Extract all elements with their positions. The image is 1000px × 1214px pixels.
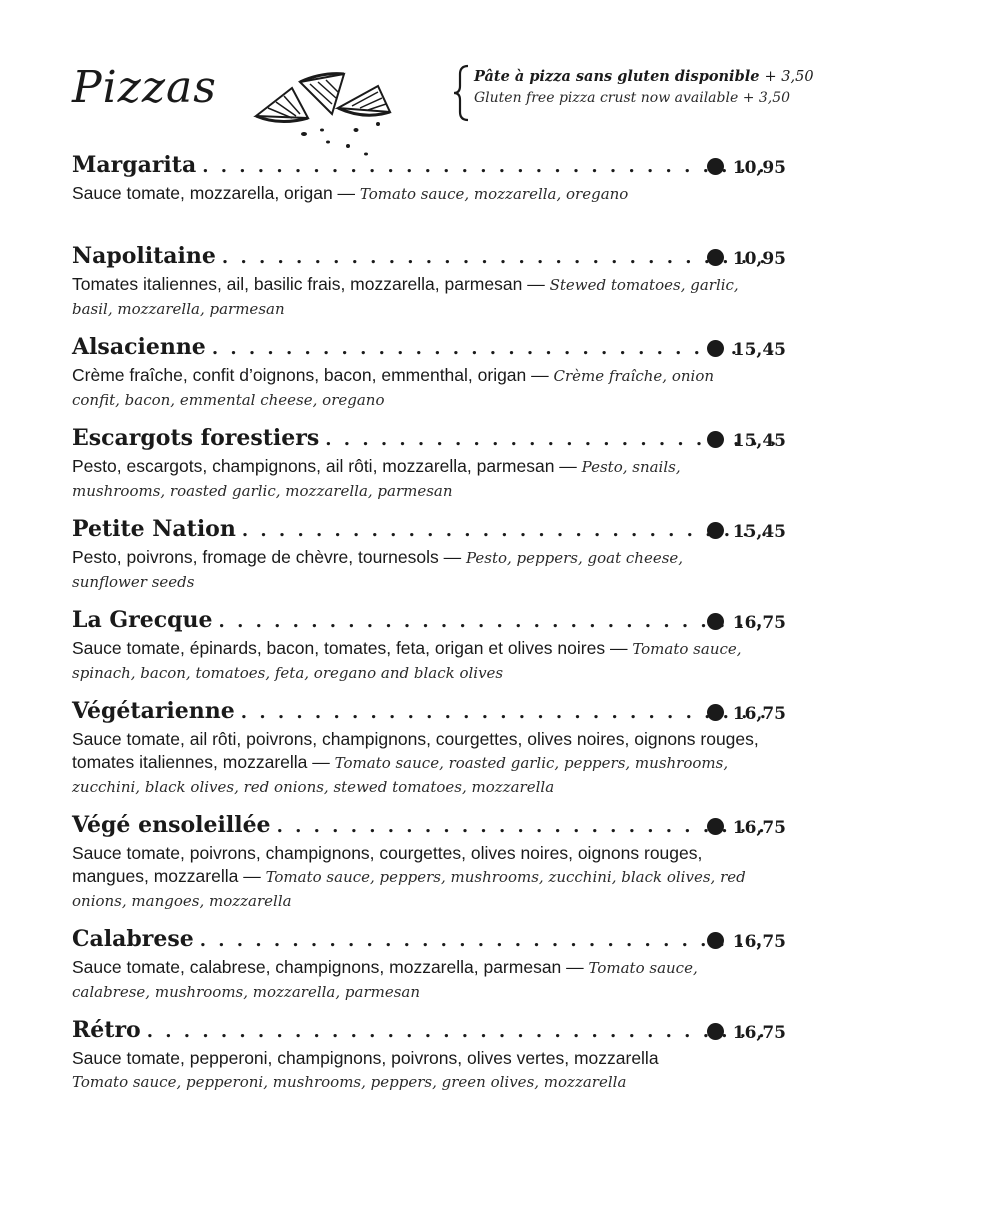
description-en: Tomato sauce, roasted garlic, peppers, mushrooms, zucchini, black olives, red onions, stewed tomatoes, mozzarella bbox=[72, 754, 729, 796]
bullet-icon bbox=[707, 158, 724, 175]
description-fr: Pesto, poivrons, fromage de chèvre, tournesols — bbox=[72, 547, 466, 567]
item-name: Calabrese bbox=[72, 926, 194, 952]
item-price: 15,45 bbox=[732, 340, 786, 360]
description-fr: Crème fraîche, confit d’oignons, bacon, emmenthal, origan — bbox=[72, 365, 554, 385]
description-en: Tomato sauce, calabrese, mushrooms, mozzarella, parmesan bbox=[72, 959, 698, 1001]
description-en: Tomato sauce, mozzarella, oregano bbox=[359, 185, 629, 203]
pizza-slices-illustration bbox=[252, 68, 397, 163]
menu-item bbox=[72, 926, 792, 1017]
item-description bbox=[72, 182, 762, 206]
menu-item bbox=[72, 334, 792, 425]
description-en: Pesto, peppers, goat cheese, sunflower seeds bbox=[72, 549, 684, 591]
item-description bbox=[72, 455, 762, 503]
item-name: Escargots forestiers bbox=[72, 425, 320, 451]
dot-leader bbox=[242, 520, 776, 541]
item-name: Végétarienne bbox=[72, 698, 235, 724]
item-price: 16,75 bbox=[732, 818, 786, 838]
menu-item bbox=[72, 425, 792, 516]
description-fr: Sauce tomate, calabrese, champignons, mozzarella, parmesan — bbox=[72, 957, 589, 977]
gluten-free-fr-text: Pâte à pizza sans gluten disponible bbox=[474, 68, 760, 85]
dot-leader bbox=[219, 611, 776, 632]
item-description bbox=[72, 728, 762, 799]
pizza-menu-list bbox=[72, 152, 792, 1108]
description-en: Tomato sauce, pepperoni, mushrooms, peppers, green olives, mozzarella bbox=[72, 1073, 627, 1091]
item-name: Végé ensoleillée bbox=[72, 812, 271, 838]
item-name: Napolitaine bbox=[72, 243, 216, 269]
item-price: 10,95 bbox=[732, 249, 786, 269]
curly-brace-icon bbox=[452, 64, 472, 122]
menu-item bbox=[72, 1017, 792, 1108]
page-title: Pizzas bbox=[72, 62, 217, 113]
gluten-free-en bbox=[474, 90, 790, 106]
menu-item bbox=[72, 516, 792, 607]
item-description bbox=[72, 546, 762, 594]
menu-item bbox=[72, 698, 792, 812]
description-en: Stewed tomatoes, garlic, basil, mozzarella, parmesan bbox=[72, 276, 739, 318]
item-description bbox=[72, 1047, 762, 1094]
bullet-icon bbox=[707, 522, 724, 539]
bullet-icon bbox=[707, 249, 724, 266]
description-fr: Sauce tomate, épinards, bacon, tomates, feta, origan et olives noires — bbox=[72, 638, 633, 658]
dot-leader bbox=[212, 338, 776, 359]
bullet-icon bbox=[707, 818, 724, 835]
dot-leader bbox=[241, 702, 776, 723]
dot-leader bbox=[277, 816, 776, 837]
bullet-icon bbox=[707, 704, 724, 721]
bullet-icon bbox=[707, 431, 724, 448]
bullet-icon bbox=[707, 932, 724, 949]
item-description bbox=[72, 637, 762, 685]
description-fr: Tomates italiennes, ail, basilic frais, mozzarella, parmesan — bbox=[72, 274, 550, 294]
description-en: Pesto, snails, mushrooms, roasted garlic, mozzarella, parmesan bbox=[72, 458, 681, 500]
item-price: 16,75 bbox=[732, 932, 786, 952]
description-fr: Sauce tomate, mozzarella, origan — bbox=[72, 183, 360, 203]
description-en: Crème fraîche, onion confit, bacon, emmental cheese, oregano bbox=[72, 367, 715, 409]
item-name: Rétro bbox=[72, 1017, 141, 1043]
menu-item bbox=[72, 607, 792, 698]
gluten-free-en-price: + 3,50 bbox=[742, 90, 791, 106]
bullet-icon bbox=[707, 613, 724, 630]
description-fr: Sauce tomate, poivrons, champignons, courgettes, olives noires, oignons rouges, mangues, mozzarella — bbox=[72, 843, 703, 886]
item-price: 16,75 bbox=[732, 704, 786, 724]
item-description bbox=[72, 956, 762, 1004]
item-price: 10,95 bbox=[732, 158, 786, 178]
item-price: 16,75 bbox=[732, 613, 786, 633]
dot-leader bbox=[222, 247, 776, 268]
item-name: Petite Nation bbox=[72, 516, 236, 542]
item-description bbox=[72, 273, 762, 321]
item-price: 16,75 bbox=[732, 1023, 786, 1043]
gluten-free-fr bbox=[474, 68, 814, 85]
item-name: Alsacienne bbox=[72, 334, 206, 360]
gluten-free-fr-price: + 3,50 bbox=[764, 69, 814, 85]
dot-leader bbox=[202, 156, 776, 177]
description-en: Tomato sauce, spinach, bacon, tomatoes, feta, oregano and black olives bbox=[72, 640, 742, 682]
item-name: Margarita bbox=[72, 152, 197, 178]
dot-leader bbox=[200, 930, 776, 951]
menu-item bbox=[72, 812, 792, 926]
menu-item bbox=[72, 152, 792, 243]
description-fr: Sauce tomate, pepperoni, champignons, poivrons, olives vertes, mozzarella bbox=[72, 1048, 659, 1068]
description-fr: Sauce tomate, ail rôti, poivrons, champignons, courgettes, olives noires, oignons rouges, tomates italiennes, mozzarella — bbox=[72, 729, 759, 772]
item-price: 15,45 bbox=[732, 431, 786, 451]
item-name: La Grecque bbox=[72, 607, 213, 633]
item-price: 15,45 bbox=[732, 522, 786, 542]
bullet-icon bbox=[707, 340, 724, 357]
gluten-free-en-text: Gluten free pizza crust now available bbox=[474, 90, 739, 106]
menu-item bbox=[72, 243, 792, 334]
description-fr: Pesto, escargots, champignons, ail rôti, mozzarella, parmesan — bbox=[72, 456, 582, 476]
bullet-icon bbox=[707, 1023, 724, 1040]
dot-leader bbox=[147, 1021, 776, 1042]
item-description bbox=[72, 842, 762, 913]
description-en: Tomato sauce, peppers, mushrooms, zucchini, black olives, red onions, mangoes, mozzarella bbox=[72, 868, 746, 910]
item-description bbox=[72, 364, 762, 412]
